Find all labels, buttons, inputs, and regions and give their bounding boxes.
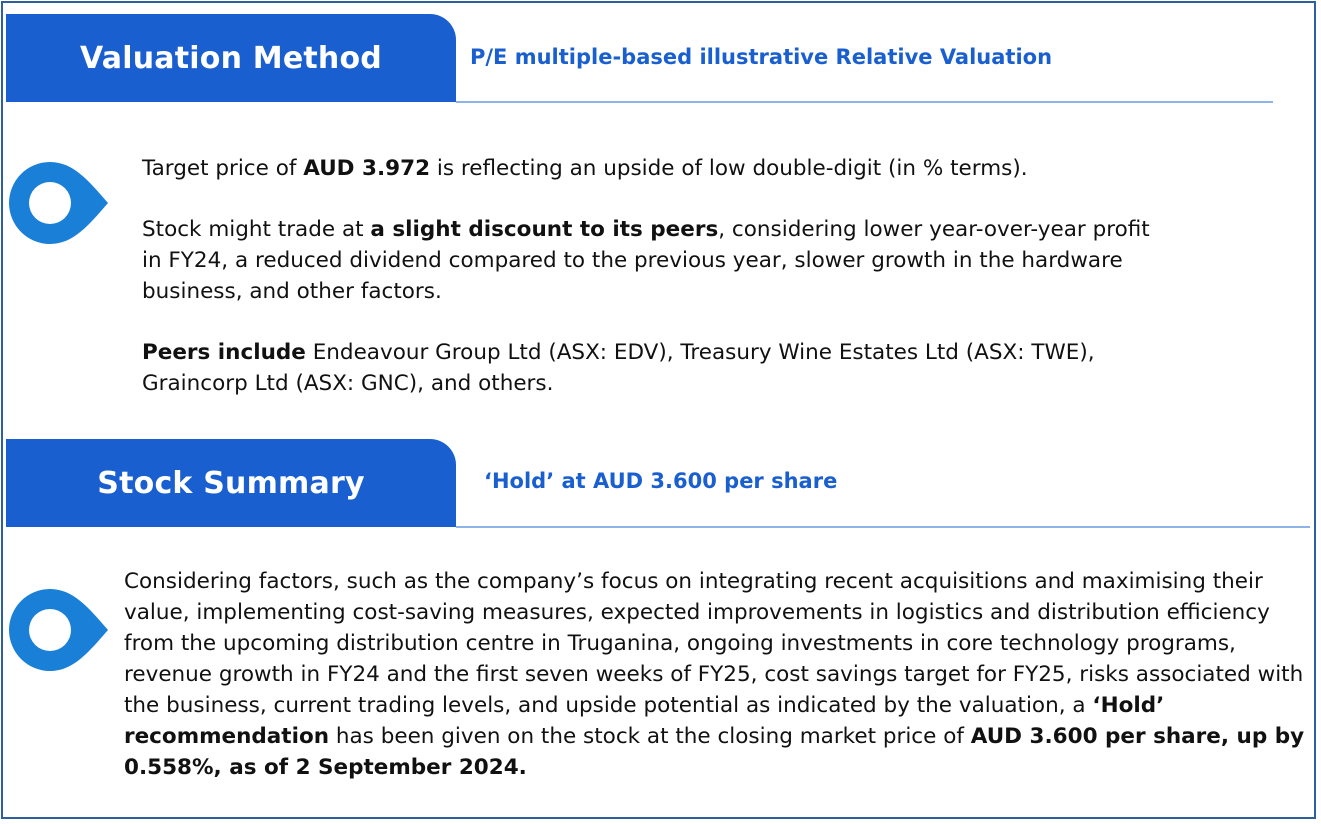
text-span: Target price of [142, 156, 304, 181]
text-span: Endeavour Group Ltd (ASX: EDV), Treasury Wine Estates Ltd (ASX: TWE), Graincorp Ltd (ASX: GNC), and others. [142, 340, 1095, 396]
peers-paragraph [142, 337, 1172, 399]
text-span: Stock might trade at [142, 217, 371, 242]
discount-emphasis: a slight discount to its peers [370, 217, 719, 242]
summary-text [124, 566, 1310, 783]
valuation-text [142, 153, 1182, 399]
target-price-value: AUD 3.972 [303, 156, 431, 181]
location-pin-icon [6, 585, 110, 675]
hold-recommendation: ‘Hold’ recommendation [124, 693, 1165, 749]
recommendation-paragraph [124, 566, 1310, 783]
valuation-method-subtitle: P/E multiple-based illustrative Relative Valuation [470, 45, 1053, 69]
stock-summary-tab: Stock Summary [6, 439, 456, 527]
valuation-divider [456, 101, 1273, 103]
discount-paragraph [142, 214, 1172, 307]
summary-divider [456, 526, 1310, 528]
text-span: has been given on the stock at the closing market price of [329, 724, 971, 749]
text-span: is reflecting an upside of low double-digit (in % terms). [430, 156, 1028, 181]
location-pin-icon [6, 158, 110, 248]
text-span: , considering lower year-over-year profit in FY24, a reduced dividend compared to the previous year, slower growth in the hardware business, and other factors. [142, 217, 1150, 304]
peers-label: Peers include [142, 340, 306, 365]
target-price-paragraph [142, 153, 1182, 184]
valuation-method-tab: Valuation Method [6, 14, 456, 102]
text-span: Considering factors, such as the company’s focus on integrating recent acquisitions and maximising their value, implementing cost-saving measures, expected improvements in logistics and distribution efficiency from the upcoming distribution centre in Truganina, ongoing investments in core technology programs, revenue growth in FY24 and the first seven weeks of FY25, cost savings target for FY25, risks associated with the business, current trading levels, and upside potential as indicated by the valuation, a [124, 569, 1304, 718]
stock-summary-subtitle: ‘Hold’ at AUD 3.600 per share [484, 469, 838, 493]
closing-price: AUD 3.600 per share, up by 0.558%, as of 2 September 2024. [124, 724, 1305, 780]
